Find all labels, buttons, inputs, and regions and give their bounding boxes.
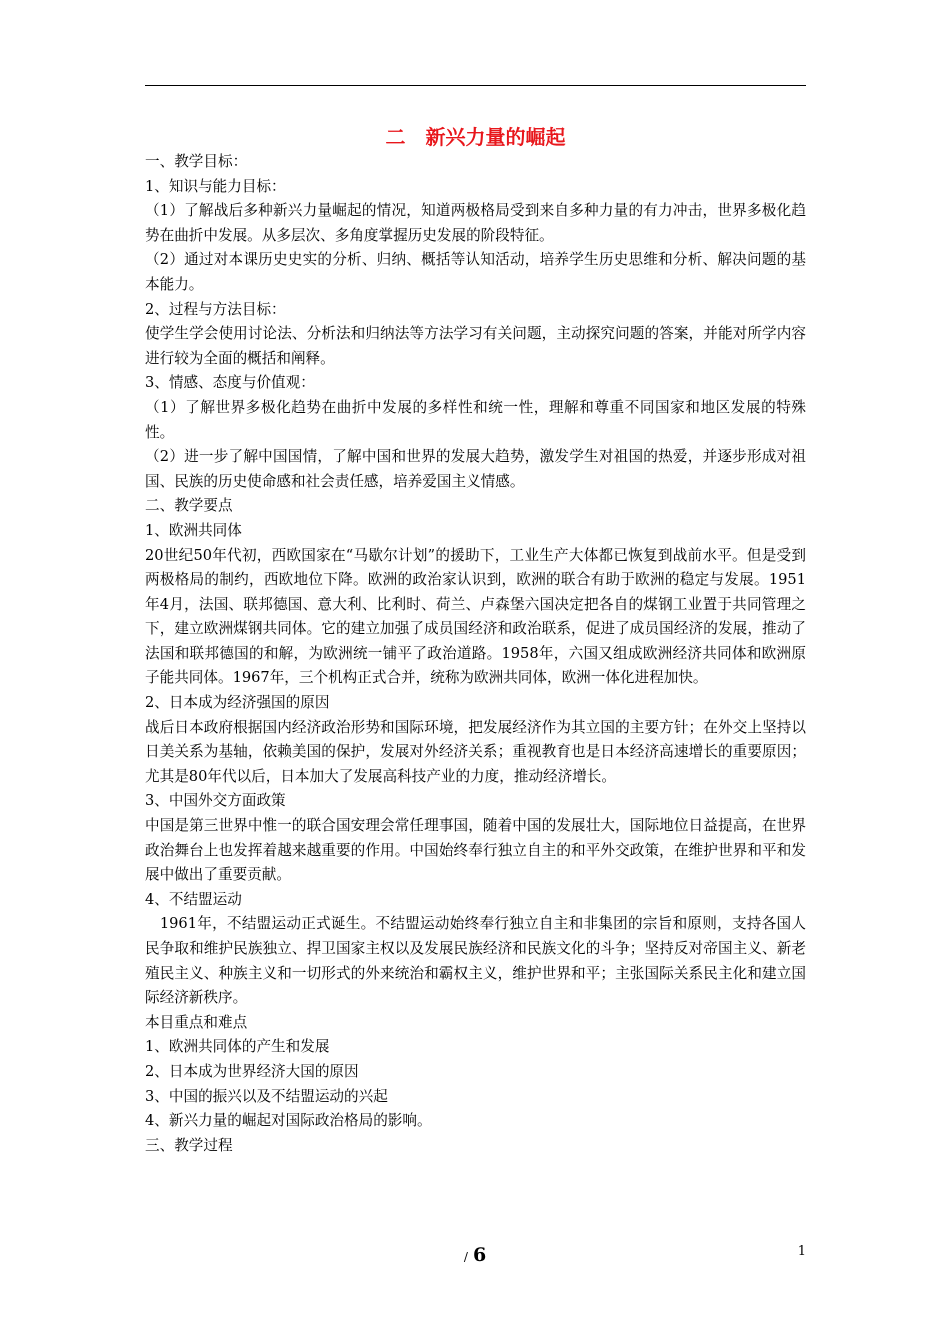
subheading-knowledge-ability: 1、知识与能力目标： (145, 177, 286, 195)
subheading-non-aligned: 4、不结盟运动 (145, 890, 242, 908)
paragraph-non-aligned: 1961年，不结盟运动正式诞生。不结盟运动始终奉行独立自主和非集团的宗旨和原则，支持各国人民争取和维护民族独立、捍卫国家主权以及发展民族经济和民族文化的斗争；坚持反对帝国主义、新老殖民主义、种族主义和一切形式的外来统治和霸权主义，维护世界和平；主张国际关系民主化和建立国际经济新秩序。 (145, 915, 806, 1007)
paragraph-china-diplomacy: 中国是第三世界中惟一的联合国安理会常任理事国，随着中国的发展壮大，国际地位日益提高，在世界政治舞台上也发挥着越来越重要的作用。中国始终奉行独立自主的和平外交政策，在维护世界和平和发展中做出了重要贡献。 (145, 817, 806, 884)
subheading-china-diplomacy: 3、中国外交方面政策 (145, 792, 286, 810)
subheading-focus-difficulty: 本目重点和难点 (145, 1013, 248, 1031)
paragraph-emotion-1: （1）了解世界多极化趋势在曲折中发展的多样性和统一性，理解和尊重不同国家和地区发展的特殊性。 (145, 398, 806, 441)
section-heading-process: 三、教学过程 (145, 1136, 233, 1154)
page-footer (0, 1240, 950, 1270)
subheading-process-method: 2、过程与方法目标： (145, 300, 286, 318)
section-heading-objectives: 一、教学目标： (145, 153, 248, 170)
paragraph-knowledge-1: （1）了解战后多种新兴力量崛起的情况，知道两极格局受到来自多种力量的有力冲击，世界多极化趋势在曲折中发展。从多层次、多角度掌握历史发展的阶段特征。 (145, 202, 806, 244)
paragraph-japan-economy: 战后日本政府根据国内经济政治形势和国际环境，把发展经济作为其立国的主要方针；在外交上坚持以日美关系为基轴，依赖美国的保护，发展对外经济关系；重视教育也是日本经济高速增长的重要原因；尤其是80年代以后，日本加大了发展高科技产业的力度，推动经济增长。 (145, 718, 806, 785)
subheading-emotion-values: 3、情感、态度与价值观： (145, 374, 315, 392)
list-item-focus-2: 2、日本成为世界经济大国的原因 (145, 1062, 359, 1080)
paragraph-knowledge-2: （2）通过对本课历史史实的分析、归纳、概括等认知活动，培养学生历史思维和分析、解决问题的基本能力。 (145, 251, 806, 293)
list-item-focus-3: 3、中国的振兴以及不结盟运动的兴起 (145, 1087, 388, 1105)
document-body (145, 150, 806, 1158)
paragraph-process-method: 使学生学会使用讨论法、分析法和归纳法等方法学习有关问题，主动探究问题的答案，并能对所学内容进行较为全面的概括和阐释。 (145, 325, 806, 367)
section-heading-key-points: 二、教学要点 (145, 497, 233, 515)
page-slash: / (463, 1250, 468, 1264)
subheading-european-community: 1、欧洲共同体 (145, 521, 242, 539)
page-total: 6 (472, 1244, 487, 1266)
document-title: 二 新兴力量的崛起 (385, 125, 566, 149)
list-item-focus-1: 1、欧洲共同体的产生和发展 (145, 1038, 330, 1056)
page-number: 1 (797, 1244, 806, 1259)
paragraph-emotion-2: （2）进一步了解中国国情，了解中国和世界的发展大趋势，激发学生对祖国的热爱，并逐步形成对祖国、民族的历史使命感和社会责任感，培养爱国主义情感。 (145, 448, 806, 490)
list-item-focus-4: 4、新兴力量的崛起对国际政治格局的影响。 (145, 1112, 432, 1130)
paragraph-european-community: 20世纪50年代初，西欧国家在“马歇尔计划”的援助下，工业生产大体都已恢复到战前水平。但是受到两极格局的制约，西欧地位下降。欧洲的政治家认识到，欧洲的联合有助于欧洲的稳定与发展。1951年4月，法国、联邦德国、意大利、比利时、荷兰、卢森堡六国决定把各自的煤钢工业置于共同管理之下，建立欧洲煤钢共同体。它的建立加强了成员国经济和政治联系，促进了成员国经济的发展，推动了法国和联邦德国的和解，为欧洲统一铺平了政治道路。1958年，六国又组成欧洲经济共同体和欧洲原子能共同体。1967年，三个机构正式合并，统称为欧洲共同体，欧洲一体化进程加快。 (145, 546, 806, 687)
subheading-japan-economy: 2、日本成为经济强国的原因 (145, 694, 330, 712)
page-count-indicator (440, 1240, 510, 1272)
header-rule (145, 85, 806, 86)
